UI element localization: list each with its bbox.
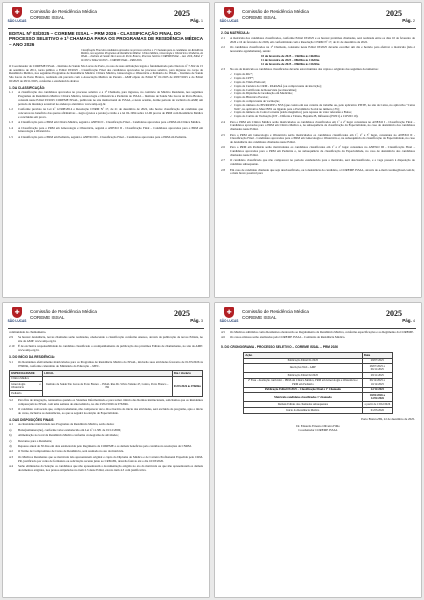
page-header xyxy=(8,6,204,29)
continuation-text: continuidade do chamamento. xyxy=(9,330,47,334)
clause: 4.5 Os Médicos admitidos como Residentes obedecerão ao Regulamento da Residência Médica, conforme especificações e ao Regimento da COREME. xyxy=(221,330,414,334)
page-header xyxy=(220,306,416,329)
header-title: Comissão de Residência Médica COREME ISSAL xyxy=(242,9,309,20)
shield-icon: ✚ xyxy=(12,307,22,318)
list-item: ✓ Cópia do CPF*; xyxy=(230,77,415,81)
clause: 4.6 Os casos omissos serão analisados pela COREME ISSAL - Comissão de Residência Médica. xyxy=(221,335,346,340)
clause: 2.6 Para o PRM em Pediatria serão matriculados os candidatos classificados em 1º e 2º lugar constantes no ANEXO III - Classificação Final – Candidatos aprovados para o PRM em Pediatria e, na subsequência da classificação da Especialidade, no caso de desistência dos candidatos chamados neste Edital. xyxy=(221,145,415,158)
clause: 1.2 Conforme previsto na Lei nº 12.998/2014 e Resolução CNRM Nº 17, de 21 de dezembro de 2022, não houve classificação de candidato que concorreu no benefício das quotas afirmativas – negro (pretos e pardos) e índio e a lei 02-1994 sobre 12-96 provas de PRM com Residência Médica e concluídas em prova. xyxy=(9,107,203,119)
page-number: Pág. 4 xyxy=(402,318,415,323)
clause: 2.1 A matrícula dos candidatos classificados, conforme Edital 03/2025 e os houver próximas chamadas, será realizada entre os dias 10 de fevereiro de 2026 e 16 de fevereiro de 2026, em conformidade com a Resolução CNRM Nº 17, de 21 de dezembro de 2022. xyxy=(221,35,415,44)
document-page-4 xyxy=(215,303,421,597)
clause: 2.3 No ato da matrícula os candidatos classificados deverão estar munidos das cópias e originais dos seguintes documentos: xyxy=(221,67,379,72)
signature-block xyxy=(221,425,415,433)
list-item: ✓ Cópia do Diploma de Graduação em Medicina; xyxy=(230,92,415,96)
table-row: Início da Residência Médica 01/03/2026 xyxy=(244,407,393,413)
clause: 2.9 Se houver desistência, novas chamadas serão realizadas, obedecendo a classificação conforme Anexos, através da publicação de novos Editais, no site da AMP: www.amp.org.br. xyxy=(9,335,203,344)
page-header xyxy=(8,306,204,329)
clause: 2.7 O candidato classificado que não comparecer no período estabelecido para a matrícula, será desclassificado, e a vaga passará à disposição do candidato subsequente. xyxy=(221,158,415,167)
page-number: Pág. 2 xyxy=(402,18,415,23)
clause: 4.3 Os Médicos Residentes que se matricula não apresentarem original e cópia do Diploma de Médico e de Carteira Profissional Expedida pelo CRM-PR, justificado por conta de formatura ou solicitação recente junto ao CRM-PR, deverão fazê-lo até o dia 16/03/2026. xyxy=(9,454,203,463)
clause: 4.2 O Termo de Compromisso de Curso de Residência, será assinado no ato da matrícula. xyxy=(9,449,125,454)
clause: 3.3 O candidato convocado que, comprovadamente, não comparecer até o dia e horário do início das atividades, será excluído do programa, apto o início do curso, inclusive as desistências, ao que se seguirá na eleição de Especialidade. xyxy=(9,407,203,415)
header-title: Comissão de Residência Médica COREME ISSAL xyxy=(30,9,97,20)
table-row: Publicação Edital 01/2025 28/07/2025 xyxy=(244,358,393,364)
document-page-3 xyxy=(3,303,209,597)
document-page-1 xyxy=(3,3,209,297)
clause: 3.2 Para fins de integração, tentaremos quando os Sistemas Informatizado e para tomar ciência das Rotinas institucionais, solicitamos que os Residentes compareçam no ISSAL com uma semana de antecedência, no dia 23/02/2026 às 07h30m. xyxy=(9,397,203,406)
clause: 2.10 É de exclusiva responsabilidade do candidato classificado o acompanhamento da publicação dos próximos Editais de chamamento, no site da AMP: www.amp.org.br. xyxy=(9,344,203,353)
clause: 4.4 Serão eliminados da Seleção os candidatos que não apresentarem a documentação exigida no ato da matrícula ou que não apresentarem os demais documentos exigidos, nos prazos estipulados no item 2.3 deste Edital, exceto item 4.3 com justificativa. xyxy=(9,463,203,472)
table-row: Publicação Edital 02/2025 28/11/2025 xyxy=(244,373,393,379)
table-row: Inscrições Web - AMP 28/07/2025 a 06/11/2025 xyxy=(244,364,393,373)
table-row: Demais Editais das chamadas subsequentes a partir de 13/02/2026 xyxy=(244,402,393,408)
list-item: ✓ Cópia do número do Conta Corrente (saldo magnético) para repasse do valor referente a Bolsa; xyxy=(230,111,415,115)
sao-lucas-logo: ✚ SÃO LUCAS xyxy=(219,9,239,23)
header-title: Comissão de Residência Médica COREME ISSAL xyxy=(30,309,97,320)
signer-role: Coordenador COREME ISSAL xyxy=(298,428,338,433)
section-heading: 4. DAS DISPOSIÇÕES FINAIS xyxy=(9,417,54,422)
sao-lucas-logo: ✚ SÃO LUCAS xyxy=(7,309,27,323)
clause: a) Bolsa(remuneração), conforme valor estabelecido em Lei nº 11.381 de 01/12/2006; xyxy=(9,427,121,432)
header-year: 2025 xyxy=(386,309,402,318)
signer-name: Dr. Eduardo Ernesto Oliveira Filho xyxy=(296,424,340,429)
section-heading: 1. DA CLASSIFICAÇÃO: xyxy=(9,85,46,90)
table-row: Publicação Edital 03/2025 – Classificação Final e 1ª Chamada 22/12/2025 xyxy=(244,387,393,393)
section-heading: 5. DO CRONOGRAMA - PROCESSO SELETIVO – COREME ISSAL – PRM 2026 xyxy=(221,345,338,350)
list-item: ✓ Cópia do Cartão de Vacinação (DT – Difteria e Tétano, Hepatite B, Influenza (H1N1) e COVID 19). xyxy=(230,115,415,119)
header-year: 2025 xyxy=(386,9,402,18)
clause: 2.8 Em caso de candidato chamado que seja desclassificado, ou à desistência do candidato, a COREME ISSAL, através do e-mail coreme@issal.com.br, o mais breve possível para xyxy=(221,167,415,176)
shield-icon: ✚ xyxy=(224,7,234,18)
matricula-schedule: 10 de fevereiro de 2025 – 13h00m às 16h00m 11 de fevereiro de 2025 – 08h00m às 11h30m 12 de fevereiro de 2025 – 08h00m às 11h30m xyxy=(261,54,320,66)
table-row: Matrícula candidatos classificados 1ª chamada 10/02/2026 a 12/02/2026 xyxy=(244,393,393,402)
clause: 2.4 Para o PRM em Clínica Médica serão matriculados os candidatos classificados em 1º a 2º lugar constantes no ANEXO I - Classificação Final – Candidatos aprovados para o PRM em Clínica Médica e, na subsequência da classificação da Especialidade, no caso de desistência dos candidatos chamados neste Edital. xyxy=(221,119,415,132)
shield-icon: ✚ xyxy=(12,7,22,18)
clause: 1.4 A Classificação para o PRM em Ginecologia e Obstetrícia, seguirá o ANEXO II - Classificação Final – Candidatos aprovados para o PRM em Ginecologia e Obstetrícia. xyxy=(9,125,203,134)
sao-lucas-logo: ✚ SÃO LUCAS xyxy=(219,309,239,323)
ementa: Classificação Final dos candidatos aprovados no processo seletivo e 1ª Chamada para os candidatos em Residência Médica, nos seguintes Programas de Residência Médica: Clínica Médica, Ginecologia e Obstetrícia e Pediatria, do ISSAL – Instituto de Saúde São Lucas de Porto Branco, Processo Seletivo COREME/ISSAL – Ano 2026, Edital nº 01/2025 e Edital 02/2025 – COREME ISSAL – PRM 2026. xyxy=(81,48,203,62)
list-item: ✓ Cópia do número do PIS/PASEP e NSS (que consta em sua carteira de trabalho ou, pelo aplicativo PISTE, no site da Caixa, no aplicativo "Caixa Tem", no aplicativo Meu INSS ou ligando para a Previdência Social no número 135); xyxy=(230,104,415,112)
clause: 1.5 A Classificação para o PRM em Pediatria, seguirá o ANEXO III - Classificação Final – Candidatos aprovados para o PRM em Pediatria. xyxy=(9,134,187,139)
list-item: ✓ Cópia do RG*; xyxy=(230,73,415,77)
table-row: 2ª Fase - Avaliação curricular – PRM em Clínica Médica, PRM em Ginecologia e Obstetrícia e PRM em Pediatria 09/12/2025 a 10/12/2025 xyxy=(244,378,393,387)
inicio-table: ESPECIALIDADE LOCAL Dia / Horário Clínica Médica Instituto de Saúde São Lucas de Porto Branco – ISSAL Rua Dr. Silvio Valente 47, Centro, Porto Branco – PR 01/03/2026 às 07h00m Ginecologia e Obstetrícia Pediatria xyxy=(11,370,201,395)
clause: 1.3 A Classificação para o PRM em Clínica Médica, seguirá o ANEXO I - Classificação Final – Candidatos aprovados para o PRM em Clínica Médica. xyxy=(9,120,201,125)
section-heading: 3. DO INÍCIO DA RESIDÊNCIA: xyxy=(9,355,55,360)
list-item: ✓ Cópia da Carteira do CRM - PARANÁ (ou comprovante de inscrição); xyxy=(230,85,415,89)
page-number: Pág. 1 xyxy=(190,18,203,23)
page-number: Pág. 3 xyxy=(190,318,203,323)
clause: 1.1 A classificação dos candidatos aprovados no processo seletivo e a 1ª Chamada, para ingresso, no contrário de Médico Residente, nos seguintes Programas de Residência Médica: Clínica Médica, Ginecologia e Obstetrícia e Pediatria do ISSAL – Instituto de Saúde São Lucas de Porto Branco, constam neste Edital 03/2025 COREME ISSAL, publicado no site institucional do ISSAL, e nesta ocasião, dorme período de vacância da AMP, um período de mudança acessível no endereço eletrônico www.amp.org.br. xyxy=(9,90,203,106)
clause: b) Alimentação no local da Residência Médica conforme cronograma de atividades; xyxy=(9,433,119,438)
clause: d) Repouso anual de 30 dias em data estabelecida pelo Regimento da COREME e os demais benefícios pelo contidas na resoluções da CNRM. xyxy=(9,443,192,448)
list-item: ✓ Cópia do Histórico Escolar; xyxy=(230,96,415,100)
cronograma-table: Ação Data Publicação Edital 01/2025 28/07/2025 Inscrições Web - AMP 28/07/2025 a 06/11/2025 Publicação Edital 02/2025 28/11/2025 2ª Fase - Avaliação curricular – PRM em Clínica Médica, PRM em Ginecologia e Obstetrícia e PRM em Pediatria 09/12/2025 a 10/12/2025 Publicação Edital 03/2025 – Classificação Final e 1ª Chamada 22/12/2025 Matrícula candidatos classificados 1ª chamada 10/02/2026 a 12/02/2026 Demais Editais das chamadas subsequentes a partir de 13/02/2026 Início da Residência Médica 01/03/2026 xyxy=(243,352,393,414)
clause: 2.5 Para o PRM em Ginecologia e Obstetrícia serão matriculados os candidatos classificados em 1º, 2º e 3º lugar, constantes no ANEXO II - Classificação Final - Candidatos aprovados para o PRM em Ginecologia e Obstetrícia e, na subsequência da classificação da Especialidade, no caso de desistência dos candidatos chamados neste Edital. xyxy=(221,132,415,145)
section-heading: 2. DA MATRÍCULA: xyxy=(221,31,250,35)
header-title: Comissão de Residência Médica COREME ISSAL xyxy=(242,309,309,320)
sao-lucas-logo: ✚ SÃO LUCAS xyxy=(7,9,27,23)
clause: c) Descanso para o Residente; xyxy=(9,438,53,443)
clause: 2.2 Os candidatos classificados na 1ª Chamada, constante neste Edital 03/2025 deverão escolher um dia e horário para efetivar a matrícula (não é necessário agendamento), sendo: xyxy=(221,44,415,53)
document-page-2 xyxy=(215,3,421,297)
clause: 4.1 Ao Residente matriculado nos Programas de Residência Médica, serão dados: xyxy=(9,422,115,427)
intro-paragraph: O Coordenador da COREME ISSAL - Instituto de Saúde São Lucas de Porto, no uso de suas atribuições legais e fundamentado pelo Decreto nº 7.562 de 15 de setembro de 2011, torna público o Edital 03/2025 - Classificação Final dos candidatos aprovados no processo seletivo, para ingresso no corpo de Residência Médica, nos seguintes Programas de Residência Médica: Clínica Médica, Ginecologia e Obstetrícia e Pediatria do ISSAL - Instituto de Saúde São Lucas de Porto Branco, realizado em parceria com a Associação Médica do Paraná - AMP objeto do Edital Nº 01/2025 de 28/07/2025 e do Edital 02/2025 de 28/11/2025, conforme o estabelecido abaixo: xyxy=(9,63,203,83)
header-year: 2025 xyxy=(174,309,190,318)
list-item: ✓ Cópia do Título Eleitoral; xyxy=(230,81,415,85)
documents-list xyxy=(230,73,415,119)
shield-icon: ✚ xyxy=(224,307,234,318)
edital-title: EDITAL Nº 03/2025 – COREME ISSAL – PRM 2026 - CLASSIFICAÇÃO FINAL DO PROCESSO SELETIVO e 1ª CHAMADA PARA OS PROGRAMAS DE RESIDÊNCIA MÉDICA – ANO 2026 xyxy=(9,31,203,47)
clause: 3.1 Os Residentes efetivamente matriculados para os Programas de Residência Médica do ISSAL, iniciarão suas atividades fevereiro de 01/03/2026 às 07h00m, conforme calendário do Ministério da Educação – MEC. xyxy=(9,359,203,368)
page-header xyxy=(220,6,416,29)
list-item: ✓ Cópia do Certificado de Reservista (se masculino); xyxy=(230,89,415,93)
date-line: Porto Branco/PR, 22 de dezembro de 2025. xyxy=(361,416,415,421)
list-item: ✓ Cópia do comprovante de vacinação; xyxy=(230,100,415,104)
header-year: 2025 xyxy=(174,9,190,18)
